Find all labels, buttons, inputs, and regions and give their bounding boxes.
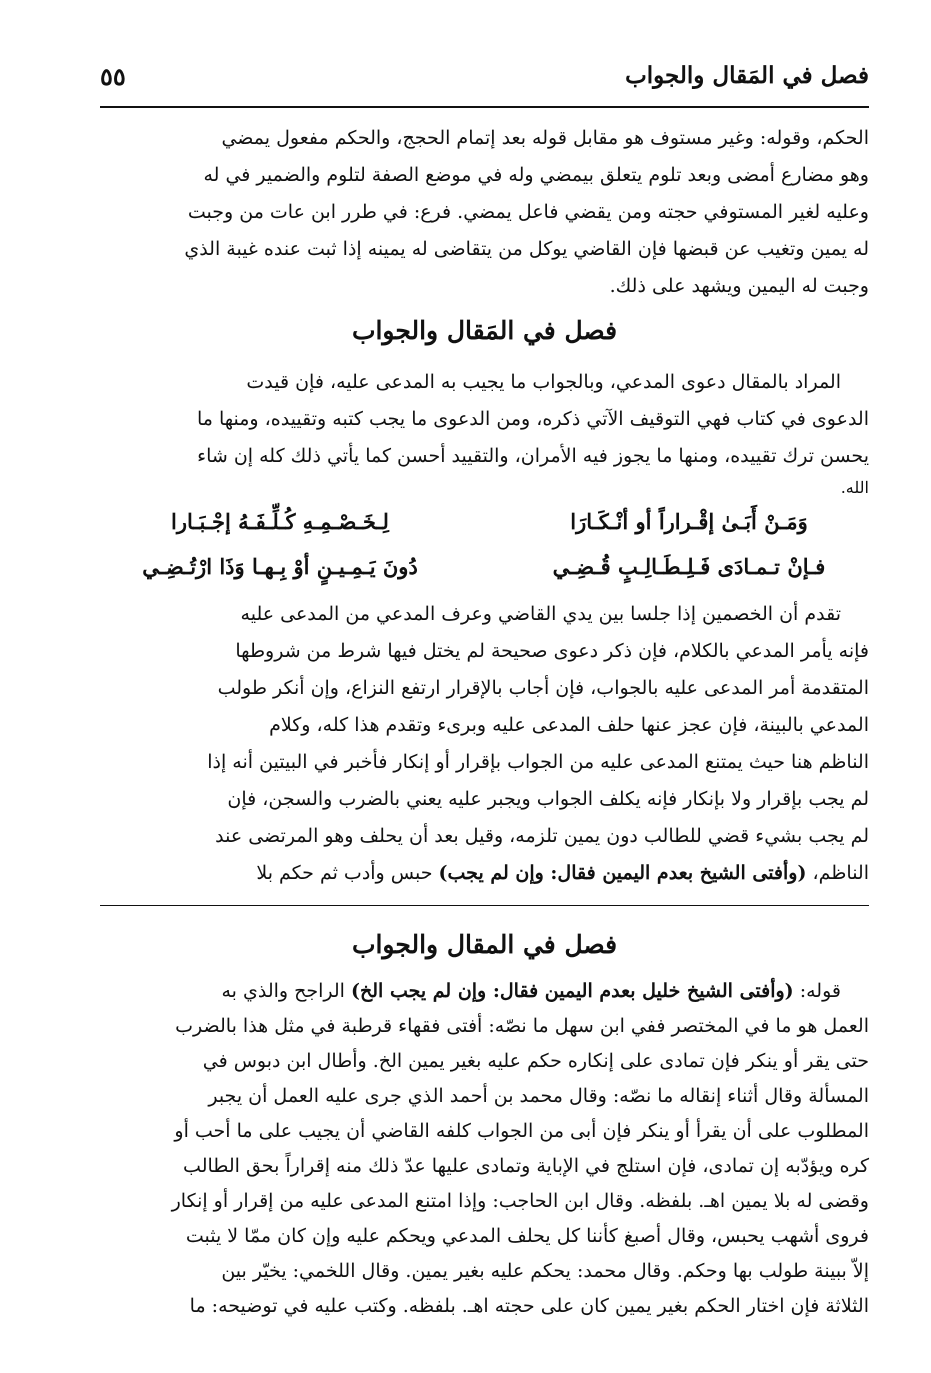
text-line: وقضى له بلا يمين اهـ. بلفظه. وقال ابن الحاجب: وإذا امتنع المدعى عليه من إقرار أو إنكار	[171, 1190, 869, 1212]
text-line: المطلوب على أن يقرأ أو ينكر فإن أبى من الجواب كلفه القاضي أن يجيب على ما أحب أو	[174, 1120, 869, 1142]
commentary-paragraph	[100, 596, 869, 892]
text-run: قوله:	[793, 980, 841, 1002]
text-line: تقدم أن الخصمين إذا جلسا بين يدي القاضي وعرف المدعي من المدعى عليه	[240, 603, 841, 625]
running-title: فصل في المَقال والجواب	[625, 62, 869, 89]
text-line: وعليه لغير المستوفي حجته ومن يقضي فاعل يمضي. فرع: في طرر ابن عات من وجبت	[187, 201, 869, 223]
top-paragraph	[100, 120, 869, 305]
verse-line	[100, 509, 869, 545]
text-line: وهو مضارع أمضى وبعد تلوم يتعلق بيمضي وله في موضع الصفة لتلوم والضمير في له	[203, 164, 869, 186]
text-run: الناظم،	[806, 862, 869, 884]
text-line: فروى أشهب يحبس، وقال أصبغ كأننا كل يحلف المدعي ويحكم عليه وإن كان ممّا لا يثبت	[185, 1225, 869, 1247]
text-line: إلاّ ببينة طولب بها وحكم. وقال محمد: يحكم عليه بغير يمين. وقال اللخمي: يخيّر بين	[221, 1260, 869, 1282]
bold-quote: (وأفتى الشيخ بعدم اليمين فقال: وإن لم يجب)	[438, 862, 807, 884]
text-line	[100, 855, 869, 892]
verse-hemistich-second: لِـخَـصْـمِـهِ كُـلِّـفَـهُ إجْـبَـارا	[171, 509, 389, 534]
page-header	[100, 62, 869, 102]
header-rule	[100, 106, 869, 108]
page-number: ٥٥	[100, 62, 126, 91]
section-heading: فصل في المقال والجواب	[351, 930, 618, 959]
verse-line	[100, 554, 869, 590]
bold-quote: (وأفتى الشيخ خليل بعدم اليمين فقال: وإن لم يجب الخ)	[351, 980, 794, 1002]
text-line: الله.	[840, 478, 869, 497]
intro-paragraph	[100, 364, 869, 501]
text-line: الدعوى في كتاب فهي التوقيف الآتي ذكره، ومن الدعوى ما يجب كتبه وتقييده، ومنها ما	[196, 408, 869, 430]
text-line: لم يجب بشيء قضي للطالب دون يمين تلزمه، وقيل بعد أن يحلف وهو المرتضى عند	[215, 825, 869, 847]
text-line: المتقدمة أمر المدعى عليه بالجواب، فإن أجاب بالإقرار ارتفع النزاع، وإن أنكر طولب	[217, 677, 869, 699]
text-line: الناظم هنا حيث يمتنع المدعى عليه من الجواب بإقرار أو إنكار فأخبر في البيتين أنه إذا	[207, 751, 869, 773]
verse-hemistich-first: فـإنْ تـمـادَى فَـلِـطَـالِـبٍ قُـضِـي	[552, 554, 826, 579]
verse-hemistich-first: وَمَـنْ أَبَـىٰ إقْـراراً أو أنْـكَـارَا	[570, 509, 808, 534]
text-line: وجبت له اليمين ويشهد على ذلك.	[609, 275, 869, 297]
text-line: المسألة وقال أثناء إنقاله ما نصّه: وقال محمد بن أحمد الذي جرى عليه العمل أن يجبر	[208, 1085, 869, 1107]
text-line: له يمين وتغيب عن قبضها فإن القاضي يوكل من يتقاضى له يمينه إذا ثبت عنده غيبة الذي	[184, 238, 869, 260]
text-line	[100, 974, 869, 1009]
text-line: لم يجب بإقرار ولا بإنكار فإنه يكلف الجواب ويجبر عليه يعني بالضرب والسجن، فإن	[227, 788, 869, 810]
text-line: كره ويؤدّبه إن تمادى، فإن استلج في الإباية وتمادى عليها عدّ ذلك منه إقراراً بحق الطالب	[183, 1155, 869, 1177]
text-line: الثلاثة فإن اختار الحكم بغير يمين كان على حجته اهـ. بلفظه. وكتب عليه في توضيحه: ما	[189, 1295, 869, 1317]
text-line: العمل هو ما في المختصر ففي ابن سهل ما نصّه: أفتى فقهاء قرطبة في مثل هذا بالضرب	[175, 1015, 869, 1037]
text-line: المراد بالمقال دعوى المدعي، وبالجواب ما يجيب به المدعى عليه، فإن قيدت	[246, 371, 841, 393]
text-run: حبس وأدب ثم حكم بلا	[256, 862, 439, 884]
text-run: الراجح والذي به	[221, 980, 352, 1002]
footnote-commentary	[100, 974, 869, 1324]
text-line: المدعي بالبينة، فإن عجز عنها حلف المدعى عليه وبرىء وتقدم هذا كله، وكلام	[269, 714, 869, 736]
section-heading: فصل في المَقال والجواب	[351, 316, 618, 345]
verse-hemistich-second: دُونَ يَـمِـيـنٍ أوْ بِـهـا وَذَا ارْتُـضِـي	[142, 554, 418, 579]
text-line: يحسن ترك تقييده، ومنها ما يجوز فيه الأمران، والتقييد أحسن كما يأتي ذلك كله إن شاء	[197, 445, 869, 467]
text-line: فإنه يأمر المدعي بالكلام، فإن ذكر دعوى صحيحة لم يختل فيها شرط من شروطها	[235, 640, 869, 662]
text-line: الحكم، وقوله: وغير مستوف هو مقابل قوله بعد إتمام الحجج، والحكم مفعول يمضي	[221, 127, 869, 149]
section-divider	[100, 905, 869, 906]
text-line: حتى يقر أو ينكر فإن تمادى على إنكاره حكم عليه بغير يمين الخ. وأطال ابن دبوس في	[202, 1050, 869, 1072]
